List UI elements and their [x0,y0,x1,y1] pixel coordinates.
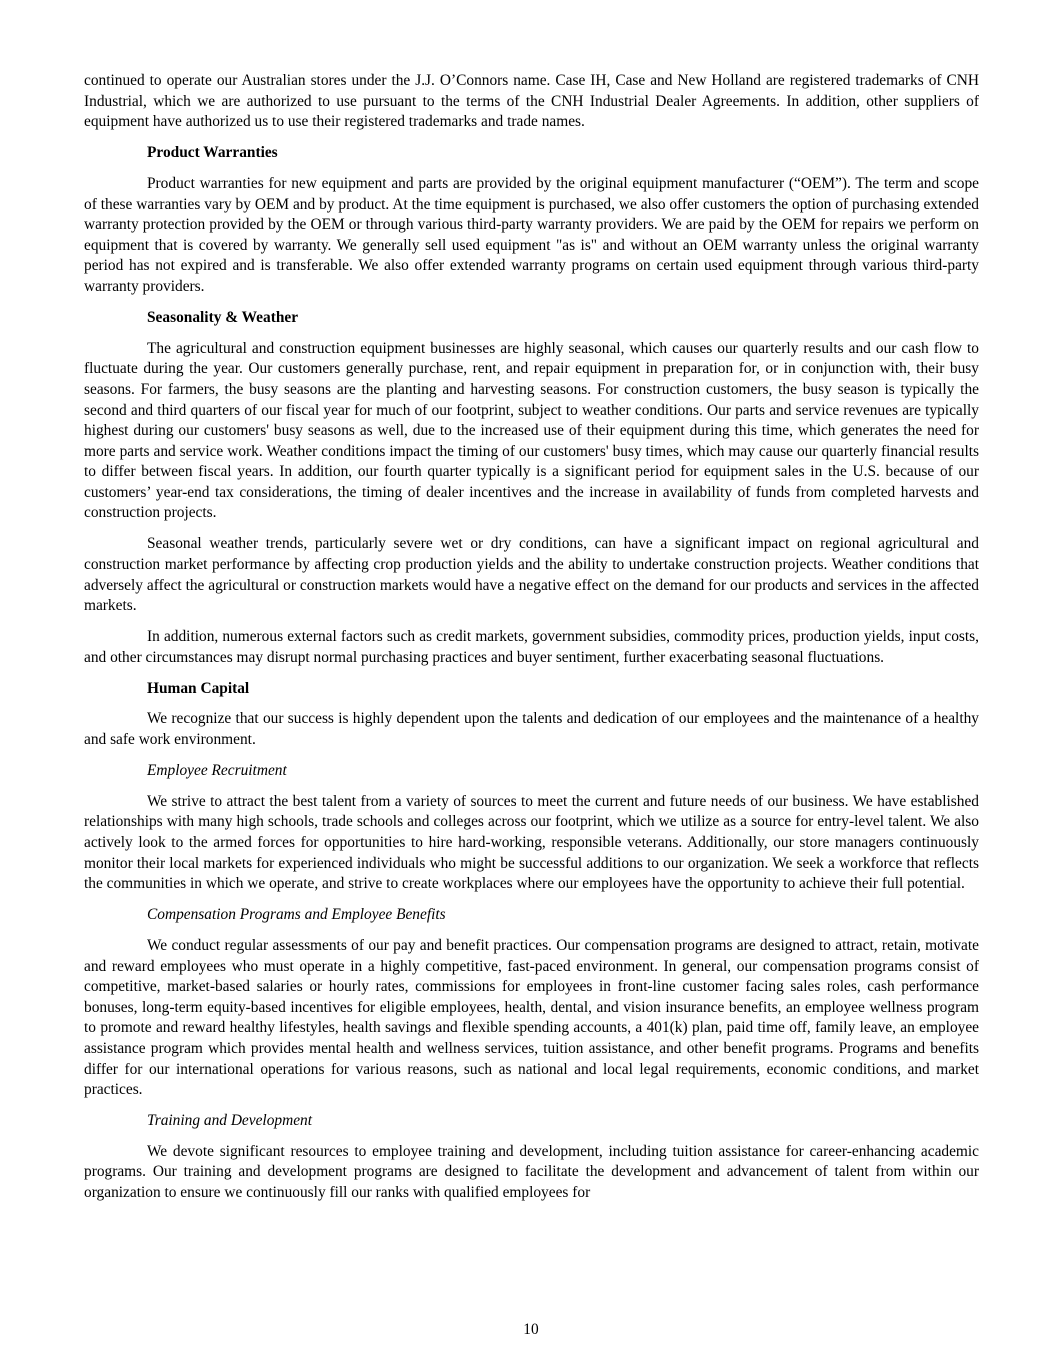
product-warranties-heading: Product Warranties [147,144,278,162]
training-paragraph: We devote significant resources to employee training and development, including tuition assistance for career-enhancing academic programs. Our training and development programs are designed to facilitate the development and advancement of talent from within our organization to ensure we continuously fill our ranks with qualified employees for [84,1142,979,1202]
human-capital-heading: Human Capital [147,679,250,697]
intro-paragraph: continued to operate our Australian stores under the J.J. O’Connors name. Case IH, Case and New Holland are registered trademarks of CNH Industrial, which we are authorized to use pursuant to the terms of the CNH Industrial Dealer Agreements. In addition, other suppliers of equipment have authorized us to use their registered trademarks and trade names. [84,72,979,131]
human-capital-paragraph: We recognize that our success is highly dependent upon the talents and dedication of our employees and the maintenance of a healthy and safe work environment. [84,710,979,748]
employee-recruitment-paragraph: We strive to attract the best talent from a variety of sources to meet the current and future needs of our business. We have established relationships with many high schools, trade schools and colleges across our footprint, which we utilize as a source for entry-level talent. We also actively look to the armed forces for opportunities to hire hard-working, responsible veterans. Additionally, our store managers continuously monitor their local markets for experienced individuals who might be successful additions to our organization. We seek a workforce that reflects the communities in which we operate, and strive to create workplaces where our employees have the opportunity to achieve their full potential. [84,792,979,893]
seasonality-paragraph-1: The agricultural and construction equipment businesses are highly seasonal, which causes our quarterly results and our cash flow to fluctuate during the year. Our customers generally purchase, rent, and repair equipment in preparation for, or in conjunction with, their busy seasons. For farmers, the busy seasons are the planting and harvesting seasons. For construction customers, the busy season is typically the second and third quarters of our fiscal year for much of our footprint, subject to weather conditions. Our parts and service revenues are typically highest during our customers' busy seasons as well, due to the increased use of their equipment during this time, which generates the need for more parts and service work. Weather conditions impact the timing of our customers' busy times, which may cause our quarterly financial results to differ between fiscal years. In addition, our fourth quarter typically is a significant period for equipment sales in the U.S. because of our customers’ year-end tax considerations, the timing of dealer incentives and the increase in availability of funds from completed harvests and construction projects. [84,339,979,522]
seasonality-paragraph-2: Seasonal weather trends, particularly severe wet or dry conditions, can have a significant impact on regional agricultural and construction market performance by affecting crop production yields and the ability to undertake construction projects. Weather conditions that adversely affect the agricultural or construction markets would have a negative effect on the demand for our products and services in the affected markets. [84,535,979,615]
product-warranties-paragraph: Product warranties for new equipment and parts are provided by the original equipment manufacturer (“OEM”). The term and scope of these warranties vary by OEM and by product. At the time equipment is purchased, we also offer customers the option of purchasing extended warranty protection provided by the OEM or through various third-party warranty providers. We are paid by the OEM for repairs we perform on equipment that is covered by warranty. We generally sell used equipment "as is" and without an OEM warranty unless the original warranty period has not expired and is transferable. We also offer extended warranty programs on certain used equipment through various third-party warranty providers. [84,174,979,295]
employee-recruitment-heading: Employee Recruitment [147,761,287,779]
compensation-paragraph: We conduct regular assessments of our pay and benefit practices. Our compensation programs are designed to attract, retain, motivate and reward employees who must operate in a highly competitive, fast-paced environment. In general, our compensation programs consist of competitive, market-based salaries or hourly rates, commissions for employees in front-line customer facing sales roles, cash performance bonuses, long-term equity-based incentives for eligible employees, health, dental, and vision insurance benefits, an employee wellness program to promote and reward healthy lifestyles, health savings and flexible spending accounts, a 401(k) plan, paid time off, family leave, an employee assistance program which provides mental health and wellness services, tuition assistance, and other benefit programs. Programs and benefits differ for our international operations for various reasons, such as national and local legal requirements, economic conditions, and market practices. [84,936,979,1099]
document-page [84,71,979,1214]
seasonality-heading: Seasonality & Weather [147,308,299,326]
page-number: 10 [523,1321,539,1338]
training-heading: Training and Development [147,1111,313,1129]
seasonality-paragraph-3: In addition, numerous external factors such as credit markets, government subsidies, commodity prices, production yields, input costs, and other circumstances may disrupt normal purchasing practices and buyer sentiment, further exacerbating seasonal fluctuations. [84,628,979,666]
compensation-heading: Compensation Programs and Employee Benefits [147,906,446,924]
